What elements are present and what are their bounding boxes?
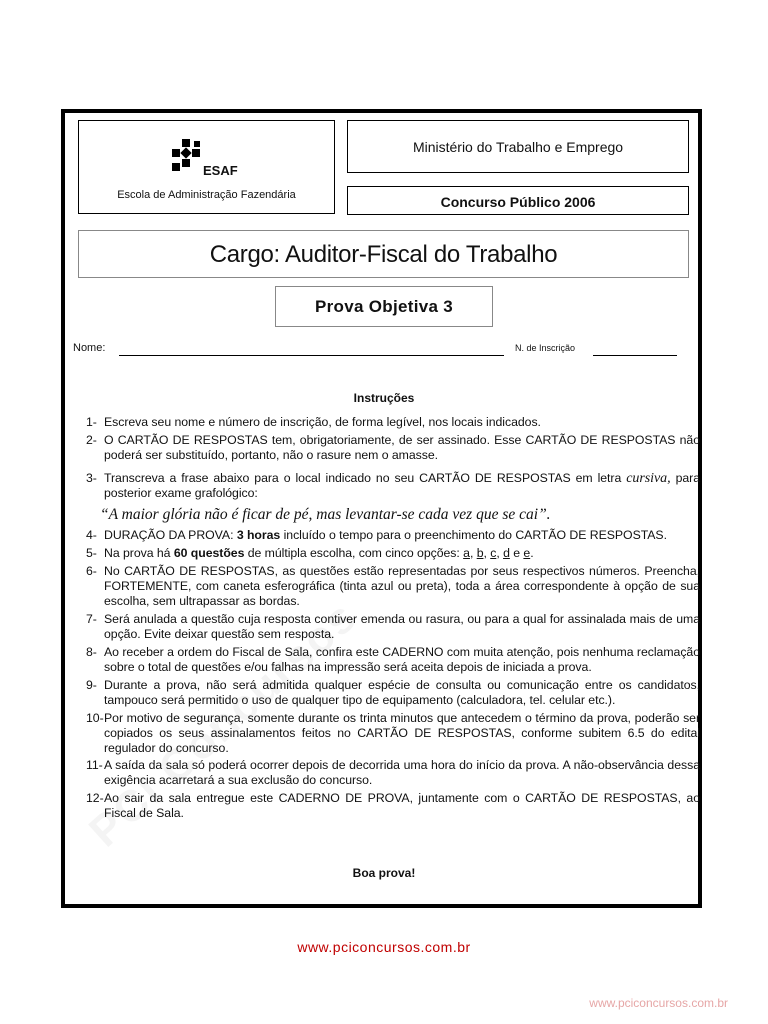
instruction-item: 4- DURAÇÃO DA PROVA: 3 horas incluído o tempo para o preenchimento do CARTÃO DE RESPOSTAS. [86, 528, 667, 542]
nome-label: Nome: [73, 342, 106, 354]
concurso-box [347, 186, 689, 215]
ministry-box [347, 120, 689, 173]
instruction-item: 1- Escreva seu nome e número de inscrição, de forma legível, nos locais indicados. [86, 415, 541, 429]
instruction-item: 5- Na prova há 60 questões de múltipla escolha, com cinco opções: a, b, c, d e e. [86, 546, 534, 560]
inscricao-field-line [593, 355, 677, 356]
prova-title: Prova Objetiva 3 [314, 297, 454, 316]
instruction-item: 6- No CARTÃO DE RESPOSTAS, as questões estão representadas por seus respectivos números. Preencha, FORTEMENTE, com caneta esferográfica (tinta azul ou preta), toda a área correspondente à opção de sua escolha, sem ultrapassar as bordas. [86, 564, 700, 608]
instruction-item: 8- Ao receber a ordem do Fiscal de Sala, confira este CADERNO com muita atenção, pois nenhuma reclamação sobre o total de questões e/ou falhas na impressão será aceita depois de iniciada a prova. [86, 645, 700, 674]
instruction-item: 9- Durante a prova, não será admitida qualquer espécie de consulta ou comunicação entre os candidatos, tampouco será permitido o uso de qualquer tipo de equipamento (calculadora, tel. celular etc.). [86, 678, 700, 707]
instruction-item: 11- A saída da sala só poderá ocorrer depois de decorrida uma hora do início da prova. A não-observância dessa exigência acarretará a sua exclusão do concurso. [86, 758, 700, 787]
nome-field-line [119, 355, 504, 356]
footer-site-small-link[interactable]: www.pciconcursos.com.br [589, 996, 728, 1010]
instruction-item: 3- Transcreva a frase abaixo para o local indicado no seu CARTÃO DE RESPOSTAS em letra cursiva, para posterior exame grafológico: [86, 471, 700, 500]
instructions-title: Instruções [353, 391, 415, 405]
inscricao-label: N. de Inscrição [515, 343, 576, 353]
school-name: Escola de Administração Fazendária [117, 189, 296, 201]
concurso-title: Concurso Público 2006 [440, 194, 596, 210]
instruction-item: 7- Será anulada a questão cuja resposta contiver emenda ou rasura, ou para a qual for assinalada mais de uma opção. Evite deixar questão sem resposta. [86, 612, 700, 641]
instruction-item: 10- Por motivo de segurança, somente durante os trinta minutos que antecedem o término da prova, poderão ser copiados os seus assinalamentos feitos no CARTÃO DE RESPOSTAS, conforme subitem 6.5 do edital regulador do concurso. [86, 711, 700, 755]
footer-site-link[interactable]: www.pciconcursos.com.br [297, 939, 471, 955]
closing-text: Boa prova! [352, 866, 416, 880]
instruction-item: 12- Ao sair da sala entregue este CADERNO DE PROVA, juntamente com o CARTÃO DE RESPOSTAS, ao Fiscal de Sala. [86, 791, 700, 820]
cargo-box [78, 230, 689, 278]
esaf-logo-box [78, 120, 335, 214]
prova-box [275, 286, 493, 327]
ministry-name: Ministério do Trabalho e Emprego [412, 139, 624, 155]
cargo-title: Cargo: Auditor-Fiscal do Trabalho [209, 241, 558, 268]
transcription-quote: “A maior glória não é ficar de pé, mas levantar-se cada vez que se cai”. [100, 506, 551, 523]
instruction-item: 2- O CARTÃO DE RESPOSTAS tem, obrigatoriamente, de ser assinado. Esse CARTÃO DE RESPOSTAS não poderá ser substituído, portanto, não o rasure nem o amasse. [86, 433, 700, 462]
cursiva-word: cursiva, [626, 471, 671, 486]
logo-text: ESAF [203, 163, 238, 178]
